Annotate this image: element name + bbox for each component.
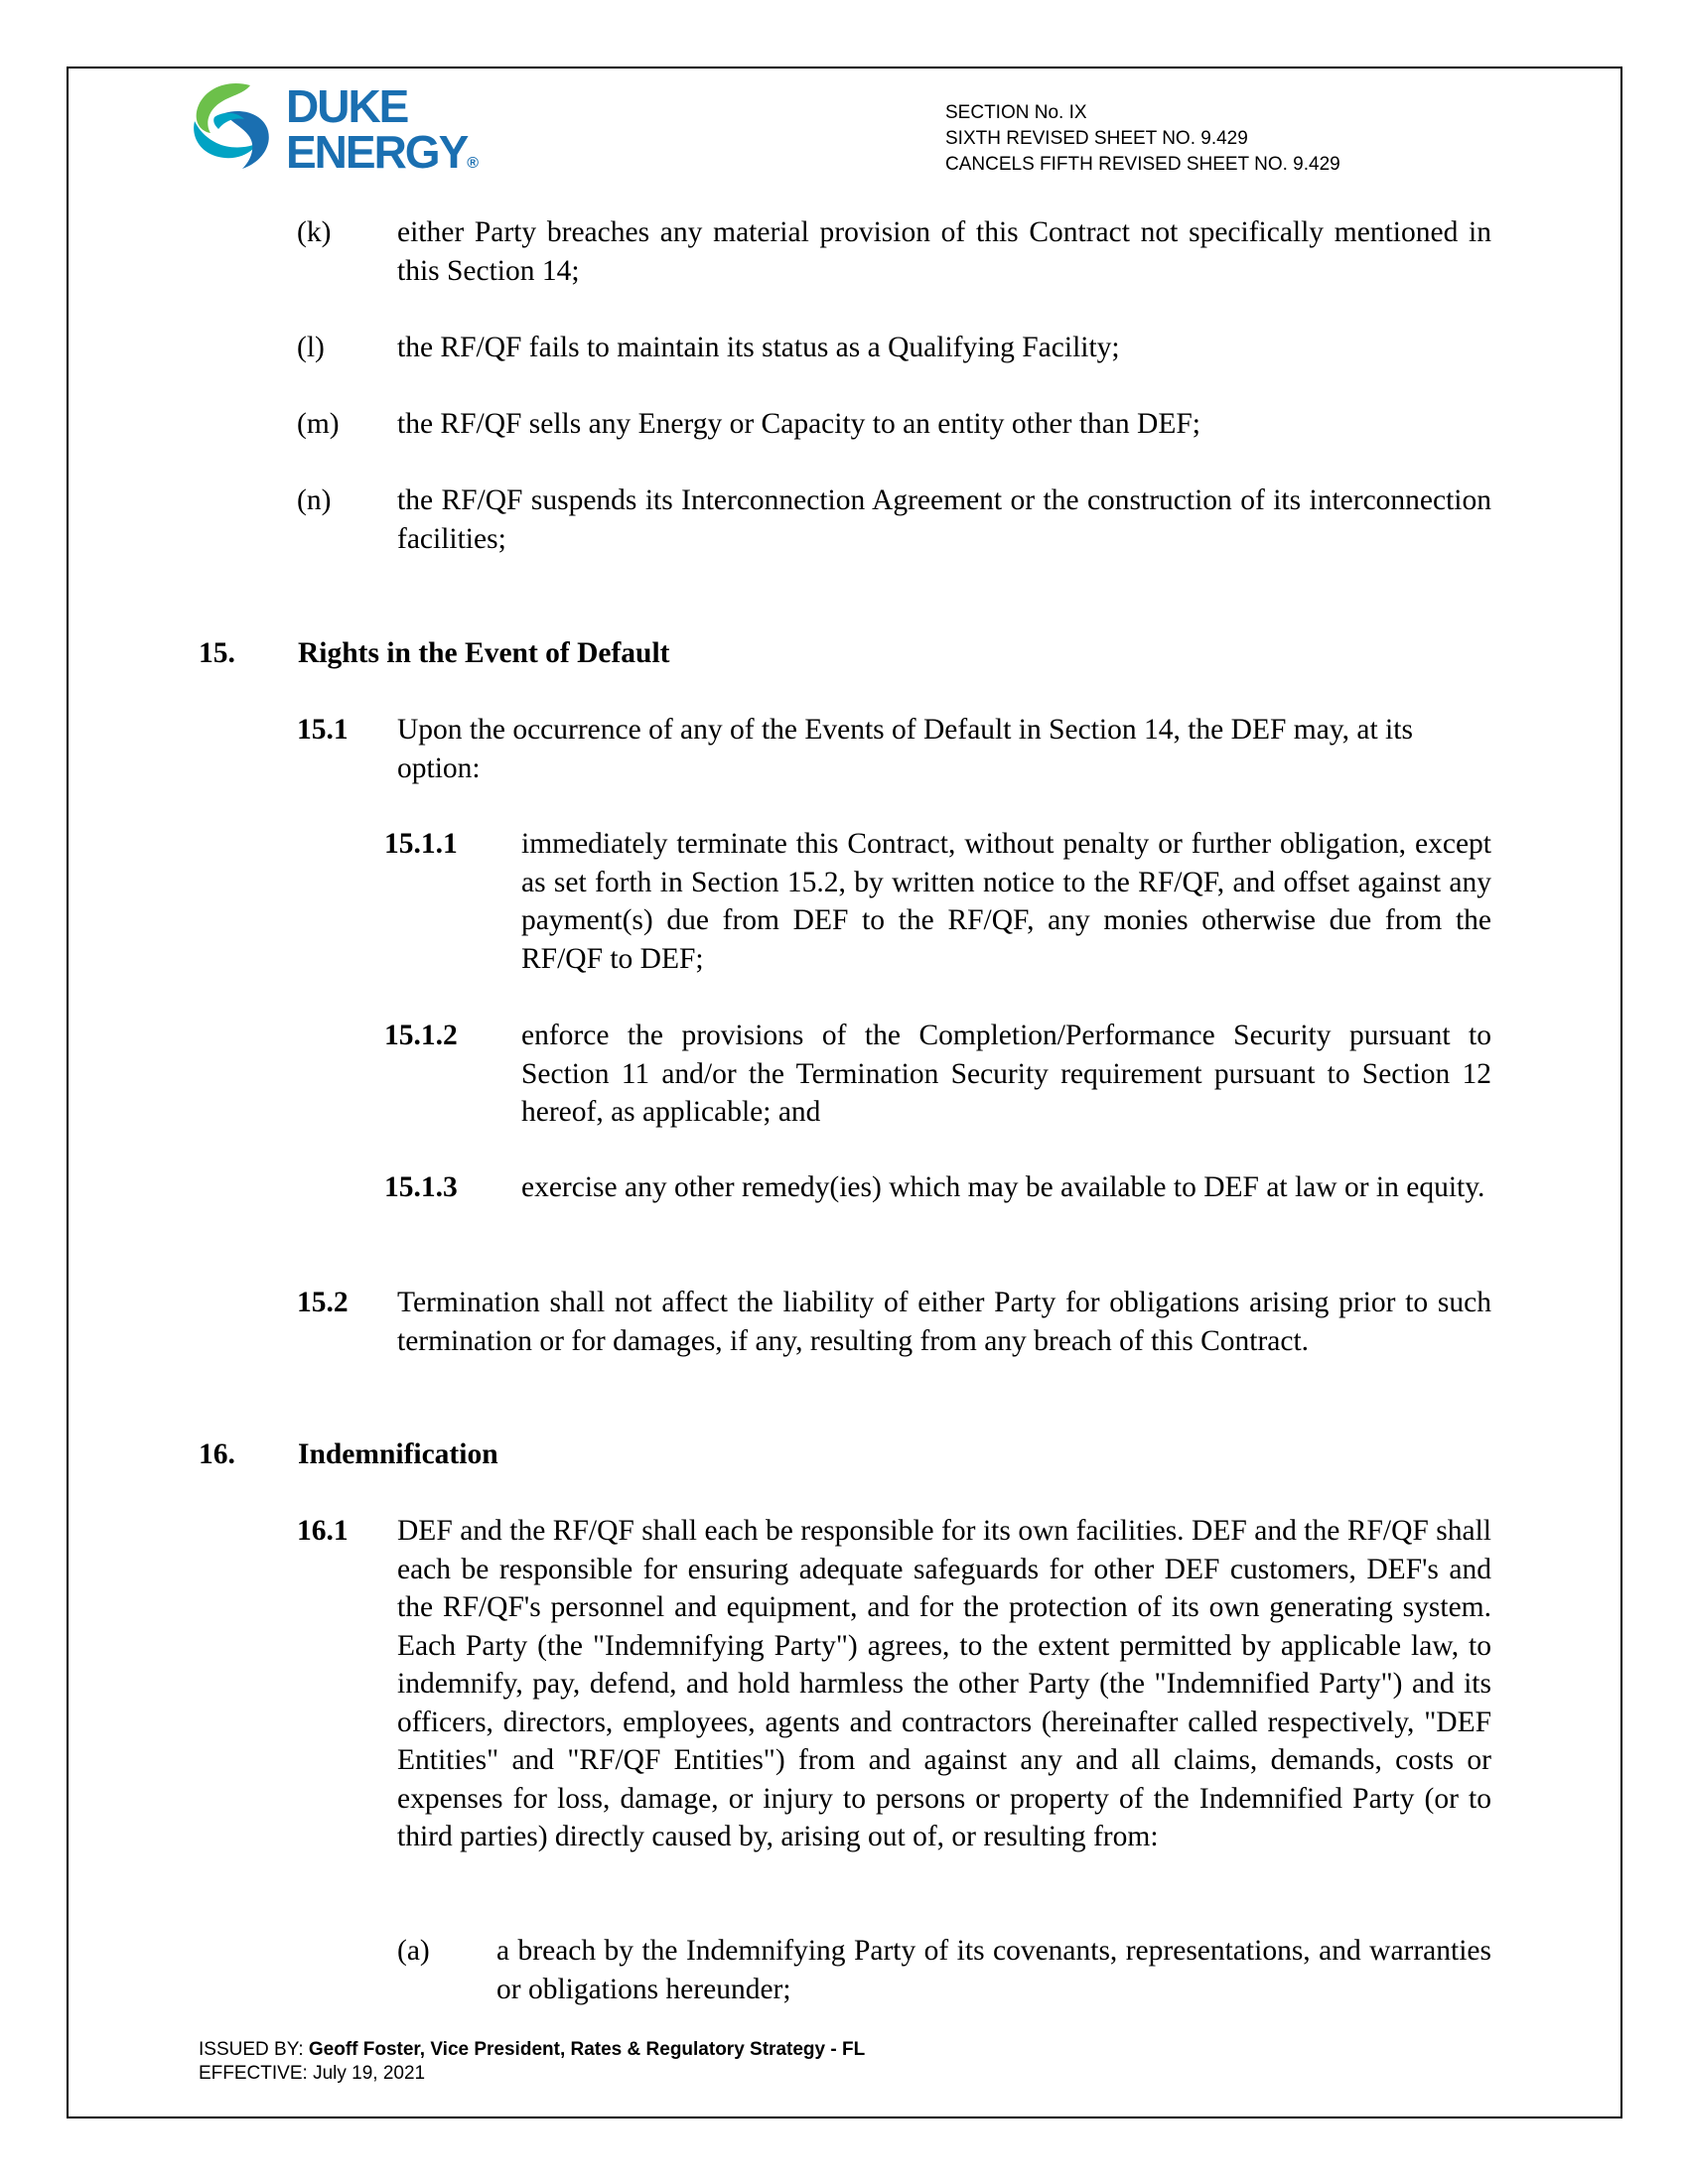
issued-by xyxy=(199,2038,865,2062)
item-n-label: (n) xyxy=(297,484,332,516)
logo-wordmark-energy-text: ENERGY xyxy=(286,126,468,178)
item-k-label: (k) xyxy=(297,216,332,248)
sheet-number: SIXTH REVISED SHEET NO. 9.429 xyxy=(945,128,1248,149)
duke-energy-logo-mark-icon xyxy=(189,77,280,177)
section-15-1-number: 15.1 xyxy=(297,714,349,746)
item-m-text: the RF/QF sells any Energy or Capacity to an entity other than DEF; xyxy=(397,408,1200,440)
issuer-name: Geoff Foster, Vice President, Rates & Regulatory Strategy - FL xyxy=(308,2039,866,2060)
section-15-1-2-number: 15.1.2 xyxy=(384,1020,458,1051)
item-a-text: a breach by the Indemnifying Party of its covenants, representations, and warranties or obligations hereunder; xyxy=(496,1935,1491,2005)
duke-energy-logo xyxy=(189,77,487,183)
section-16-1-number: 16.1 xyxy=(297,1515,349,1547)
section-16-number: 16. xyxy=(199,1438,235,1470)
effective-date: EFFECTIVE: July 19, 2021 xyxy=(199,2063,426,2084)
section-15-title: Rights in the Event of Default xyxy=(298,637,670,669)
item-m-label: (m) xyxy=(297,408,340,440)
section-16-1-text: DEF and the RF/QF shall each be responsible for its own facilities. DEF and the RF/QF shall each be responsible for ensuring adequate safeguards for other DEF customers, DEF's and the RF/QF's personnel and equipment, and for the protection of its own generating system. Each Party (the "Indemnifying Party") agrees, to the extent permitted by applicable law, to indemnify, pay, defend, and hold harmless the other Party (the "Indemnified Party") and its officers, directors, employees, agents and contractors (hereinafter called respectively, "DEF Entities" and "RF/QF Entities") from and against any and all claims, demands, costs or expenses for loss, damage, or injury to persons or property of the Indemnified Party (or to third parties) directly caused by, arising out of, or resulting from: xyxy=(397,1515,1491,1852)
logo-wordmark-duke: DUKE xyxy=(286,80,408,132)
section-15-1-1-text: immediately terminate this Contract, without penalty or further obligation, except as set forth in Section 15.2, by written notice to the RF/QF, and offset against any payment(s) due from DEF to the RF/QF, any monies otherwise due from the RF/QF to DEF; xyxy=(521,828,1491,975)
section-15-2-number: 15.2 xyxy=(297,1287,349,1318)
section-15-2-text: Termination shall not affect the liability of either Party for obligations arising prior to such termination or for damages, if any, resulting from any breach of this Contract. xyxy=(397,1287,1491,1357)
sheet-header xyxy=(945,100,1340,178)
item-l-text: the RF/QF fails to maintain its status as a Qualifying Facility; xyxy=(397,332,1120,363)
page-footer xyxy=(199,2038,865,2086)
cancels-sheet: CANCELS FIFTH REVISED SHEET NO. 9.429 xyxy=(945,154,1340,175)
section-15-1-text: Upon the occurrence of any of the Events of Default in Section 14, the DEF may, at its option: xyxy=(397,714,1413,784)
item-l-label: (l) xyxy=(297,332,325,363)
registered-mark: ® xyxy=(467,155,480,172)
issued-by-label: ISSUED BY: xyxy=(199,2039,309,2060)
section-15-1-3-text: exercise any other remedy(ies) which may be available to DEF at law or in equity. xyxy=(521,1171,1485,1203)
item-n-text: the RF/QF suspends its Interconnection Agreement or the construction of its interconnection facilities; xyxy=(397,484,1491,555)
section-number: SECTION No. IX xyxy=(945,102,1087,123)
item-k-text: either Party breaches any material provision of this Contract not specifically mentioned in this Section 14; xyxy=(397,216,1491,287)
logo-wordmark-energy xyxy=(286,126,480,178)
section-16-title: Indemnification xyxy=(298,1438,498,1470)
section-15-1-2-text: enforce the provisions of the Completion/Performance Security pursuant to Section 11 and/or the Termination Security requirement pursuant to Section 12 hereof, as applicable; and xyxy=(521,1020,1491,1128)
section-15-1-3-number: 15.1.3 xyxy=(384,1171,458,1203)
section-15-number: 15. xyxy=(199,637,235,669)
section-15-1-1-number: 15.1.1 xyxy=(384,828,458,860)
item-a-label: (a) xyxy=(397,1935,430,1967)
